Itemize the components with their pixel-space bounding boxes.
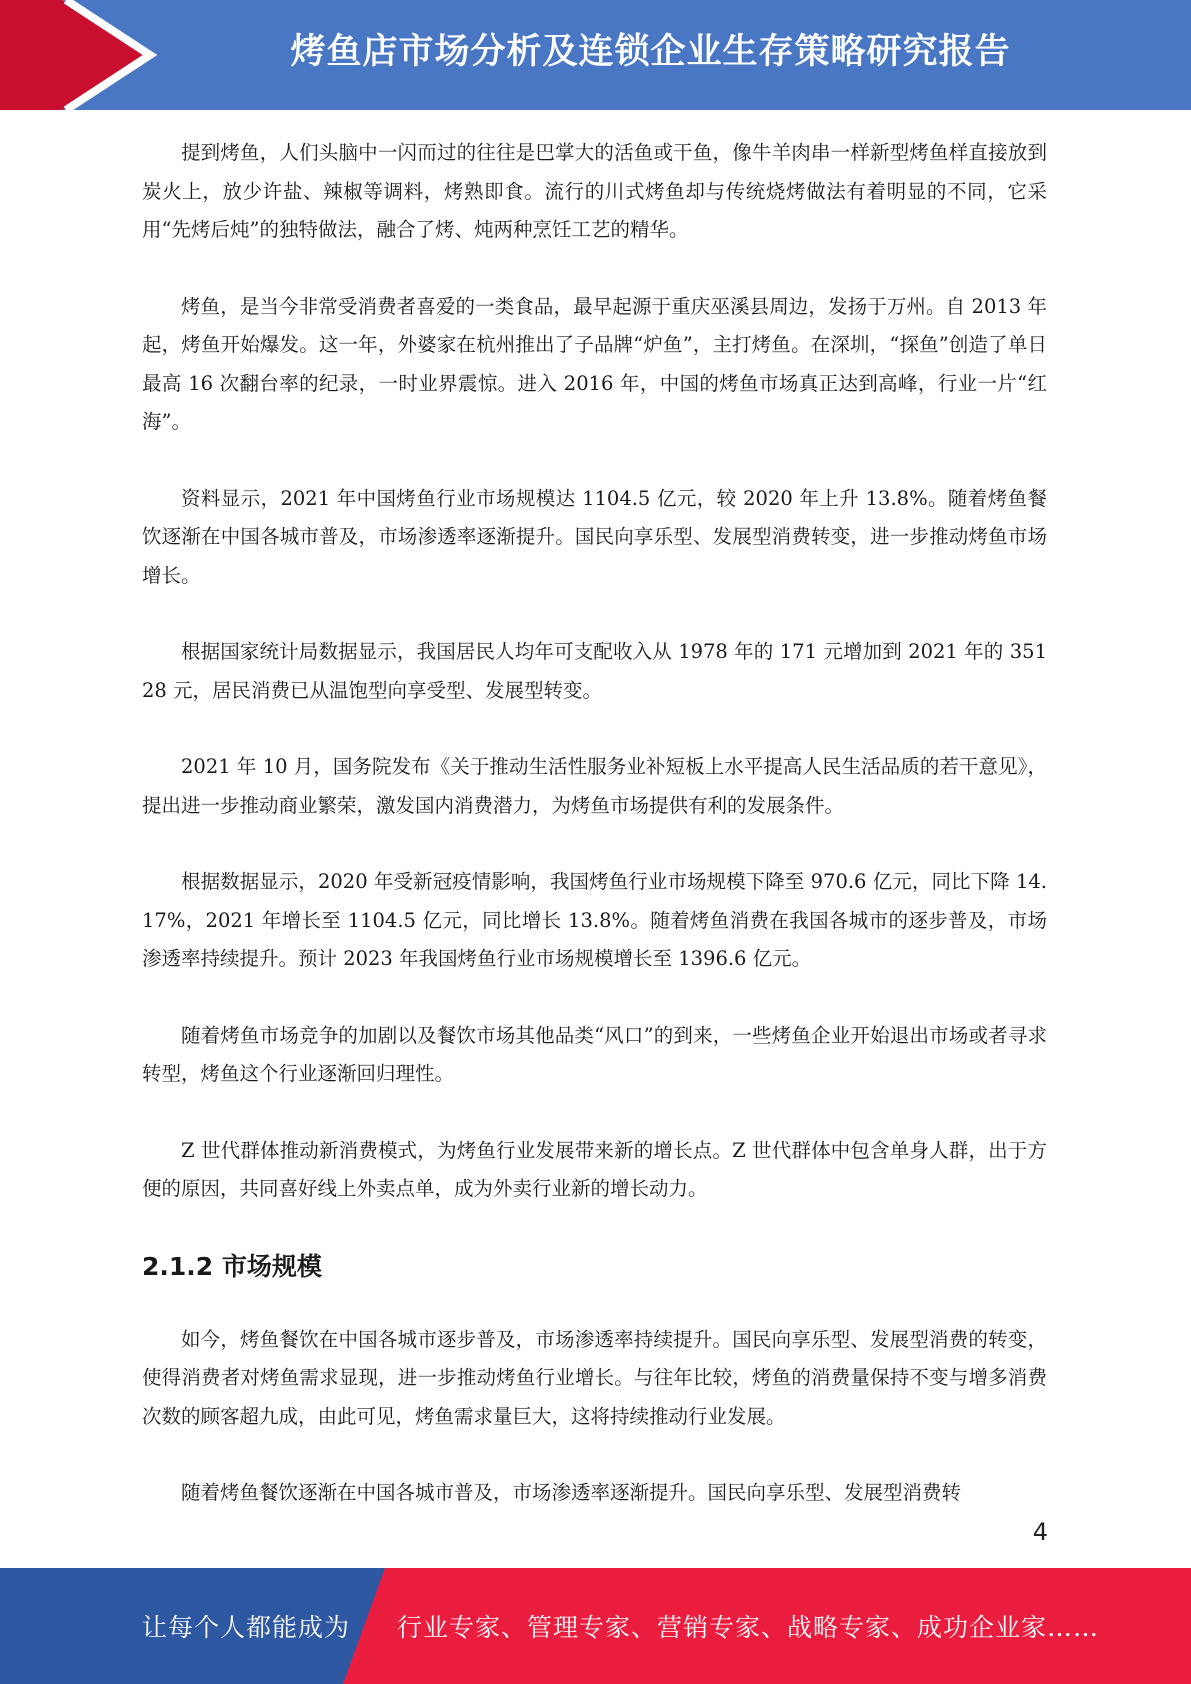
paragraph: 随着烤鱼市场竞争的加剧以及餐饮市场其他品类“风口”的到来，一些烤鱼企业开始退出市场或者寻求转型，烤鱼这个行业逐渐回归理性。 (142, 1023, 1047, 1085)
paragraph: 如今，烤鱼餐饮在中国各城市逐步普及，市场渗透率持续提升。国民向享乐型、发展型消费的转变，使得消费者对烤鱼需求显现，进一步推动烤鱼行业增长。与往年比较，烤鱼的消费量保持不变与增多消费次数的顾客超九成，由此可见，烤鱼需求量巨大，这将持续推动行业发展。 (142, 1327, 1047, 1428)
section-heading: 2.1.2 市场规模 (142, 1251, 322, 1281)
paragraph: 资料显示，2021 年中国烤鱼行业市场规模达 1104.5 亿元，较 2020 年上升 13.8%。随着烤鱼餐饮逐渐在中国各城市普及，市场渗透率逐渐提升。国民向享乐型、发展型消费转变，进一步推动烤鱼市场增长。 (142, 486, 1047, 587)
paragraph: 随着烤鱼餐饮逐渐在中国各城市普及，市场渗透率逐渐提升。国民向享乐型、发展型消费转 (181, 1481, 962, 1504)
paragraph: 根据数据显示，2020 年受新冠疫情影响，我国烤鱼行业市场规模下降至 970.6 亿元，同比下降 14.17%，2021 年增长至 1104.5 亿元，同比增长 13.8%。随着烤鱼消费在我国各城市的逐步普及，市场渗透率持续提升。预计 2023 年我国烤鱼行业市场规模增长至 1396.6 亿元。 (142, 870, 1047, 970)
paragraph: 2021 年 10 月，国务院发布《关于推动生活性服务业补短板上水平提高人民生活品质的若干意见》，提出进一步推动商业繁荣，激发国内消费潜力，为烤鱼市场提供有利的发展条件。 (142, 755, 1047, 817)
footer-slogan-left: 让每个人都能成为 (142, 1613, 351, 1642)
page-footer (0, 1568, 1191, 1684)
paragraph: 烤鱼，是当今非常受消费者喜爱的一类食品，最早起源于重庆巫溪县周边，发扬于万州。自 2013 年起，烤鱼开始爆发。这一年，外婆家在杭州推出了子品牌“炉鱼”，主打烤鱼。在深圳，“探鱼”创造了单日最高 16 次翻台率的纪录，一时业界震惊。进入 2016 年，中国的烤鱼市场真正达到高峰，行业一片“红海”。 (142, 294, 1047, 433)
paragraph: 根据国家统计局数据显示，我国居民人均年可支配收入从 1978 年的 171 元增加到 2021 年的 35128 元，居民消费已从温饱型向享受型、发展型转变。 (142, 640, 1047, 702)
paragraph: 提到烤鱼，人们头脑中一闪而过的往往是巴掌大的活鱼或干鱼，像牛羊肉串一样新型烤鱼样直接放到炭火上，放少许盐、辣椒等调料，烤熟即食。流行的川式烤鱼却与传统烧烤做法有着明显的不同，它采用“先烤后炖”的独特做法，融合了烤、炖两种烹饪工艺的精华。 (142, 141, 1047, 241)
document-title: 烤鱼店市场分析及连锁企业生存策略研究报告 (290, 32, 1011, 72)
page-header (0, 0, 1191, 110)
footer-slogan-right: 行业专家、管理专家、营销专家、战略专家、成功企业家…… (397, 1613, 1100, 1642)
header-red-arrow (0, 0, 150, 110)
page-number: 4 (1032, 1518, 1048, 1546)
document-body (142, 134, 1047, 1551)
paragraph: Z 世代群体推动新消费模式，为烤鱼行业发展带来新的增长点。Z 世代群体中包含单身人群，出于方便的原因，共同喜好线上外卖点单，成为外卖行业新的增长动力。 (142, 1138, 1047, 1200)
